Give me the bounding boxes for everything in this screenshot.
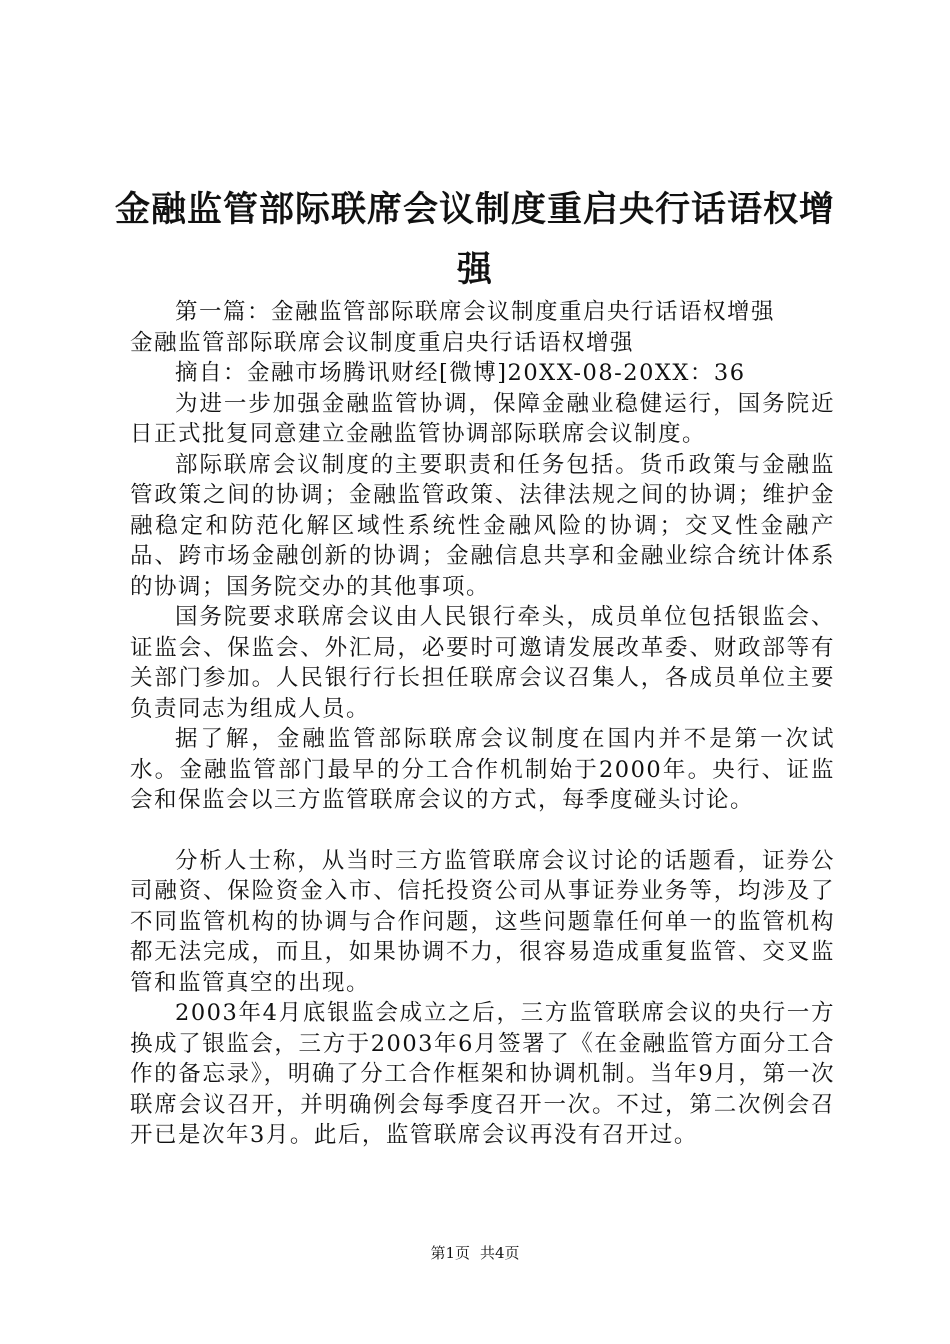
- paragraph-source: 摘自：金融市场腾讯财经[微博]20XX-08-20XX：36: [175, 360, 746, 386]
- paragraph: 国务院要求联席会议由人民银行牵头，成员单位包括银监会、证监会、保监会、外汇局，必要时可邀请发展改革委、财政部等有关部门参加。人民银行行长担任联席会议召集人，各成员单位主要负责同志为组成人员。: [130, 604, 835, 722]
- document-title: 金融监管部际联席会议制度重启央行话语权增强: [114, 190, 835, 290]
- paragraph: 部际联席会议制度的主要职责和任务包括。货币政策与金融监管政策之间的协调；金融监管政策、法律法规之间的协调；维护金融稳定和防范化解区域性系统性金融风险的协调；交叉性金融产品、跨市场金融创新的协调；金融信息共享和金融业综合统计体系的协调；国务院交办的其他事项。: [130, 451, 835, 600]
- document-body: [130, 297, 835, 1151]
- page-footer: [0, 1243, 950, 1263]
- paragraph-subtitle: 金融监管部际联席会议制度重启央行话语权增强: [130, 329, 635, 356]
- page-total: 共4页: [480, 1244, 520, 1262]
- paragraph-heading: 第一篇：金融监管部际联席会议制度重启央行话语权增强: [175, 299, 776, 325]
- page-number: 第1页: [430, 1244, 470, 1262]
- paragraph: 分析人士称，从当时三方监管联席会议讨论的话题看，证券公司融资、保险资金入市、信托投资公司从事证券业务等，均涉及了不同监管机构的协调与合作问题，这些问题靠任何单一的监管机构都无法完成，而且，如果协调不力，很容易造成重复监管、交叉监管和监管真空的出现。: [130, 847, 835, 996]
- paragraph: 2003年4月底银监会成立之后，三方监管联席会议的央行一方换成了银监会，三方于2003年6月签署了《在金融监管方面分工合作的备忘录》，明确了分工合作框架和协调机制。当年9月，第一次联席会议召开，并明确例会每季度召开一次。不过，第二次例会召开已是次年3月。此后，监管联席会议再没有召开过。: [130, 1000, 835, 1148]
- paragraph: 为进一步加强金融监管协调，保障金融业稳健运行，国务院近日正式批复同意建立金融监管协调部际联席会议制度。: [130, 390, 835, 447]
- paragraph: 据了解，金融监管部际联席会议制度在国内并不是第一次试水。金融监管部门最早的分工合作机制始于2000年。央行、证监会和保监会以三方监管联席会议的方式，每季度碰头讨论。: [130, 726, 835, 813]
